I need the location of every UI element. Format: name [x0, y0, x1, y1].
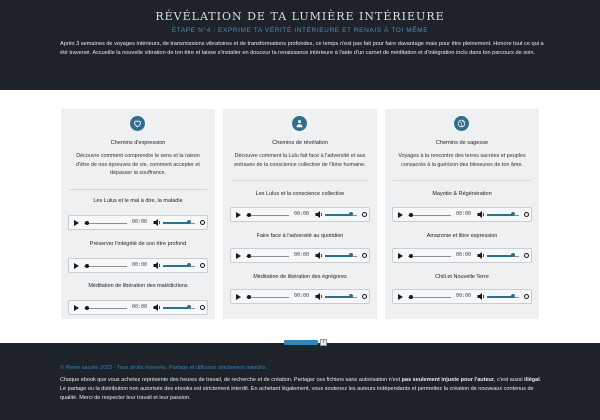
progress-bar[interactable] — [84, 223, 127, 224]
volume-knob[interactable] — [349, 253, 353, 257]
settings-icon[interactable] — [362, 294, 367, 299]
progress-bar[interactable] — [246, 297, 289, 298]
play-icon[interactable] — [398, 212, 403, 218]
play-icon[interactable] — [236, 294, 241, 300]
audio-player[interactable] — [230, 289, 370, 304]
time-display: 00:00 — [456, 252, 472, 258]
progress-knob[interactable] — [409, 254, 413, 258]
column-wisdom — [385, 109, 539, 319]
volume-slider[interactable] — [163, 307, 189, 309]
volume-icon[interactable] — [153, 262, 161, 269]
settings-icon[interactable] — [200, 263, 205, 268]
track-title: Amazonie et libre expression — [426, 233, 498, 239]
settings-icon[interactable] — [524, 212, 529, 217]
volume-icon[interactable] — [315, 211, 323, 218]
copyright-text: © Pierre sacrée 2023 - Tous droits réservés. Partage et diffusion strictement interdits. — [60, 365, 268, 371]
volume-knob[interactable] — [349, 294, 353, 298]
divider — [393, 180, 531, 181]
progress-knob[interactable] — [85, 264, 89, 268]
progress-knob[interactable] — [409, 213, 413, 217]
progress-knob[interactable] — [409, 295, 413, 299]
volume-slider[interactable] — [325, 214, 351, 216]
play-icon[interactable] — [236, 253, 241, 259]
hero-header — [0, 0, 600, 90]
settings-icon[interactable] — [362, 253, 367, 258]
volume-slider[interactable] — [325, 255, 351, 257]
volume-slider[interactable] — [163, 222, 189, 224]
volume-knob[interactable] — [349, 212, 353, 216]
volume-slider[interactable] — [325, 296, 351, 298]
intro-text: Après 3 semaines de voyages intérieurs, de transmissions vibratoires et de transformations profondes, ce temps n'est pas fait pour faire davantage mais pour être pleinement. Honore tout ce qui a été traversé. Accueille la nouvelle vibration de ton être et laisse s'installer en douceur ta renaissance intérieure à l'aide d'un carnet de méditation et d'intégration inclu dans ton parcours de soin. — [60, 41, 544, 56]
audio-player[interactable] — [68, 215, 208, 230]
volume-knob[interactable] — [511, 212, 515, 216]
page-title: RÉVÉLATION DE TA LUMIÈRE INTÉRIEURE — [155, 10, 445, 23]
audio-player[interactable] — [230, 248, 370, 263]
play-icon[interactable] — [74, 263, 79, 269]
play-icon[interactable] — [74, 305, 79, 311]
play-icon[interactable] — [398, 253, 403, 259]
track-title: Préserver l'intégrité de son être profond — [89, 241, 187, 247]
copyright-notice — [60, 376, 544, 403]
progress-knob[interactable] — [85, 306, 89, 310]
progress-bar[interactable] — [408, 215, 451, 216]
divider — [231, 180, 369, 181]
page-subtitle: ÉTAPE N°4 : EXPRIME TA VÉRITÉ INTÉRIEURE ET RENAIS À TOI MÊME — [171, 27, 429, 34]
notice-text: , c'est aussi — [494, 377, 525, 383]
track-title: Chili et Nouvelle Terre — [435, 274, 489, 280]
volume-knob[interactable] — [187, 305, 191, 309]
settings-icon[interactable] — [200, 220, 205, 225]
track-title: Faire face à l'adversité au quotidien — [256, 233, 344, 239]
track-title: Mayotte & Régénération — [432, 191, 492, 197]
column-description: Découvre comment comprendre le sens et la raison d'être de nos épreuves de vie, comment accepter et dépasser la souffrance. — [76, 153, 200, 176]
column-description: Voyages à la rencontre des terres sacrées et peuples consacrés à la guérison des blessures de ton âme. — [398, 153, 526, 168]
footer-tab[interactable] — [284, 340, 318, 345]
track-title: Les Lulus et la conscience collective — [255, 191, 345, 197]
time-display: 00:00 — [294, 211, 310, 217]
volume-knob[interactable] — [187, 220, 191, 224]
progress-knob[interactable] — [247, 295, 251, 299]
progress-knob[interactable] — [247, 213, 251, 217]
volume-knob[interactable] — [511, 294, 515, 298]
track-title: Méditation de libération des malédictions — [88, 283, 188, 289]
globe-icon — [454, 116, 469, 131]
person-icon — [292, 116, 307, 131]
column-revelation — [223, 109, 377, 319]
progress-bar[interactable] — [246, 256, 289, 257]
time-display: 00:00 — [132, 219, 148, 225]
progress-bar[interactable] — [246, 215, 289, 216]
notice-text: Chaque ebook que vous achetez représente des heures de travail, de recherche et de création. Partager ces fichiers sans autorisation n'est — [60, 377, 402, 383]
settings-icon[interactable] — [524, 294, 529, 299]
column-title: Chemins d'expression — [110, 140, 166, 146]
track-title: Les Lulus et le mal à dire, la maladie — [93, 198, 183, 204]
volume-knob[interactable] — [187, 263, 191, 267]
audio-player[interactable] — [392, 289, 532, 304]
notice-text: . Le partage ou la distribution non autorisée des ebooks est strictement interdit. En achetant légalement, vous soutenez les auteurs indépendants et permettez la création de nouveaux contenus de qualité. Merci de respecter leur travail et leur passion. — [60, 377, 542, 401]
progress-bar[interactable] — [408, 256, 451, 257]
settings-icon[interactable] — [362, 212, 367, 217]
play-icon[interactable] — [236, 212, 241, 218]
volume-icon[interactable] — [477, 293, 485, 300]
volume-slider[interactable] — [487, 214, 513, 216]
volume-slider[interactable] — [487, 255, 513, 257]
audio-player[interactable] — [230, 207, 370, 222]
audio-player[interactable] — [392, 248, 532, 263]
info-icon[interactable]: i — [320, 339, 327, 346]
volume-slider[interactable] — [163, 265, 189, 267]
volume-icon[interactable] — [153, 219, 161, 226]
column-title: Chemins de révélation — [272, 140, 328, 146]
volume-icon[interactable] — [315, 293, 323, 300]
column-title: Chemins de sagesse — [435, 140, 489, 146]
audio-player[interactable] — [68, 300, 208, 315]
notice-emphasis: illégal — [524, 377, 540, 383]
volume-icon[interactable] — [153, 304, 161, 311]
progress-bar[interactable] — [84, 308, 127, 309]
track-title: Méditation de libération des égrégores — [253, 274, 347, 280]
volume-icon[interactable] — [477, 211, 485, 218]
progress-knob[interactable] — [247, 254, 251, 258]
volume-icon[interactable] — [315, 252, 323, 259]
volume-slider[interactable] — [487, 296, 513, 298]
column-expression — [61, 109, 215, 319]
play-icon[interactable] — [398, 294, 403, 300]
progress-bar[interactable] — [408, 297, 451, 298]
column-description: Découvre comment la Lulu fait face à l'adversité et aux entraves de la conscience collective de l'âme humaine. — [234, 153, 366, 168]
time-display: 00:00 — [456, 293, 472, 299]
settings-icon[interactable] — [200, 305, 205, 310]
time-display: 00:00 — [456, 211, 472, 217]
time-display: 00:00 — [294, 293, 310, 299]
audio-player[interactable] — [68, 258, 208, 273]
divider — [69, 189, 207, 190]
progress-bar[interactable] — [84, 266, 127, 267]
settings-icon[interactable] — [524, 253, 529, 258]
volume-knob[interactable] — [511, 253, 515, 257]
heart-icon — [130, 116, 145, 131]
time-display: 00:00 — [132, 262, 148, 268]
time-display: 00:00 — [132, 304, 148, 310]
volume-icon[interactable] — [477, 252, 485, 259]
audio-player[interactable] — [392, 207, 532, 222]
progress-knob[interactable] — [85, 221, 89, 225]
notice-emphasis: pas seulement injuste pour l'auteur — [401, 377, 495, 383]
play-icon[interactable] — [74, 220, 79, 226]
time-display: 00:00 — [294, 252, 310, 258]
